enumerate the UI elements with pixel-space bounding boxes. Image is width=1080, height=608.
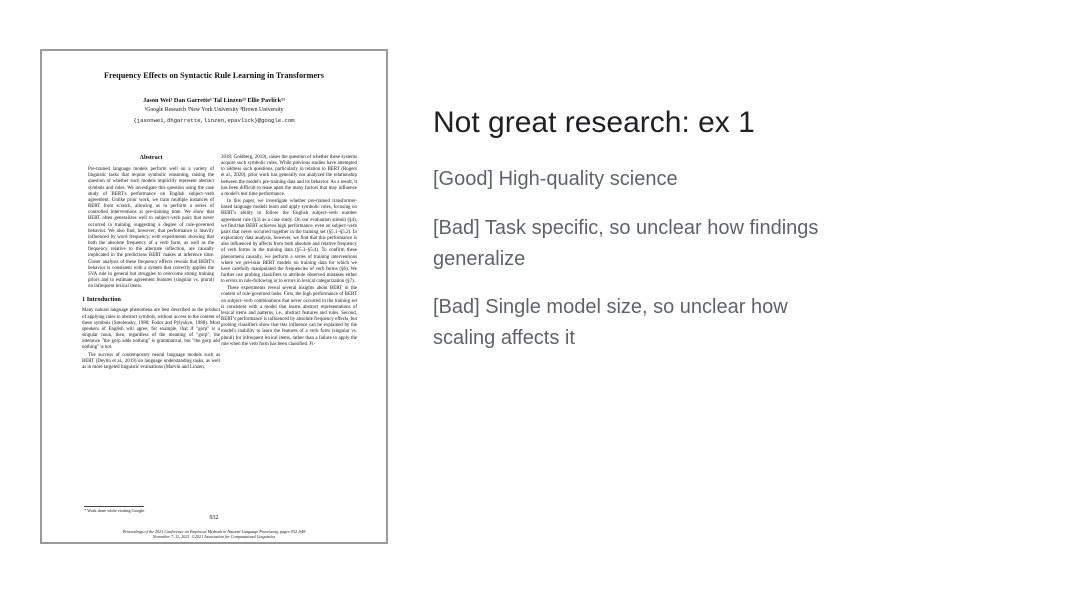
paper-left-column: [82, 155, 220, 372]
paper-right-column: [221, 155, 357, 349]
intro-paragraph: The success of contemporary neural language models such as BERT (Devlin et al., 2019) on language understanding tasks, as well as in more targeted linguistic evaluations (Marvin and Linzen,: [82, 352, 220, 370]
intro-heading: 1 Introduction: [82, 296, 121, 304]
proceedings-info: [42, 529, 386, 539]
right-paragraph: 2018; Goldberg, 2019), raises the question of whether these systems acquire such symbolic rules. While previous studies have attempted to address such questions, particularly in relation to BERT (Rogers et al., 2020), prior work has generally not analyzed the relationship between the model's pre-training data and its behavior. As a result, it has been difficult to tease apart the many factors that may influence a model's test time performance.: [221, 155, 357, 197]
abstract-heading: Abstract: [139, 154, 163, 161]
slide-bullet-model-size: [Bad] Single model size, so unclear how scaling affects it: [433, 296, 788, 349]
abstract-body: Pre-trained language models perform well on a variety of linguistic tasks that require symbolic reasoning, raising the question of whether such models implicitly represent abstract symbols and rules. We investigate this question using the case study of BERT's performance on English subject–verb agreement. Unlike prior work, we train multiple instances of BERT from scratch, allowing us to perform a series of controlled interventions at pre-training time. We show that BERT often generalizes well to subject–verb pairs that never occurred in training, suggesting a degree of rule-governed behavior. We also find, however, that performance is heavily influenced by word frequency, with experiments showing that both the absolute frequency of a verb form, as well as the frequency relative to the alternate inflection, are causally implicated in the predictions BERT makes at inference time. Closer analysis of these frequency effects reveals that BERT's behavior is consistent with a system that correctly applies the SVA rule in general but struggles to overcome strong training priors and to estimate agreement features (singular vs. plural) on infrequent lexical items.: [88, 167, 214, 290]
intro-paragraph: Many natural language phenomena are best described as the product of applying rules to abstract symbols, without access to the content of these symbols (Smolensky, 1988; Fodor and Pylyshyn, 1988). Most speakers of English will agree, for example, that if "gorp" is a singular noun, then, regardless of the meaning of "gorp", the utterance "the gorp adds nothing" is grammatical, but "the gorp add nothing" is not.: [82, 308, 220, 351]
paper-email: {jasonwei,dhgarrette,linzen,epavlick}@google.com: [133, 117, 295, 124]
slide-bullet-task-specific: [Bad] Task specific, so unclear how findings generalize: [433, 217, 819, 270]
right-paragraph: These experiments reveal several insights about BERT in the context of rule-governed tasks. First, the high performance of BERT on subject–verb combinations that never occurred in the training set is consistent with a model that learns abstract representations of lexical items and patterns, i.e., abstract features and rules. Second, BERT's performance is influenced by absolute frequency effects, but probing classifiers show that this influence can be explained by the model's inability to learn the features of a verb form (singular vs. plural) for infrequent lexical items, rather than a failure to apply the rule when the verb form has been classified. Fi-: [221, 286, 357, 347]
page-number: 932: [209, 515, 219, 521]
paper-footnote: * Work done while visiting Google.: [84, 508, 146, 513]
paper-affiliations: ¹Google Research ²New York University ³Brown University: [144, 107, 284, 113]
proceedings-line: Proceedings of the 2021 Conference on Empirical Methods in Natural Language Processing, pages 932–948: [122, 529, 306, 534]
paper-title: Frequency Effects on Syntactic Rule Learning in Transformers: [104, 71, 324, 80]
proceedings-line: November 7–11, 2021. ©2021 Association for Computational Linguistics: [152, 534, 276, 539]
paper-authors: Jason Wei¹ Dan Garrette¹ Tal Linzen²³ Ellie Pavlick¹²: [143, 97, 285, 104]
right-paragraph: In this paper, we investigate whether pre-trained transformer-based language models learn and apply symbolic rules, focusing on BERT's ability to follow the English subject–verb number agreement rule (§3) as a case study. On our evaluation stimuli (§4), we find that BERT achieves high performance, even on subject–verb pairs that never occurred together in the training set (§5.1–§5.2). In exploratory data analysis, however, we find that this performance is also influenced by affects from both absolute and relative frequency of verb forms in the training data (§5.3–§5.4). To confirm these phenomena causally, we perform a series of training interventions where we pre-train BERT models on training data for which we have carefully manipulated the frequencies of verb forms (§6). We further use probing classifiers to attribute observed mistakes either to errors in rule-following or to errors in lexical categorization (§7).: [221, 199, 357, 285]
slide-bullet-good: [Good] High-quality science: [433, 168, 678, 190]
slide-title: Not great research: ex 1: [433, 106, 755, 139]
paper-screenshot: [40, 49, 388, 544]
